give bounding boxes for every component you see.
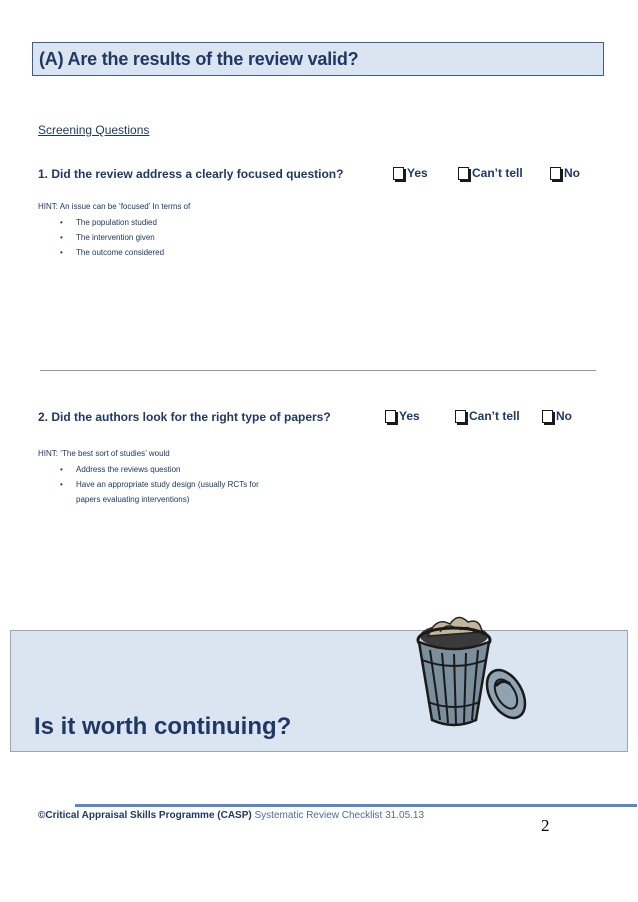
page-number: 2 — [541, 816, 550, 835]
q2-hint-list — [38, 462, 259, 507]
footer-rule — [75, 804, 637, 807]
q2-yes-option[interactable] — [385, 409, 420, 423]
q2-cant-tell-label: Can’t tell — [469, 409, 520, 423]
q2-cant-tell-option[interactable] — [455, 409, 520, 423]
section-header — [32, 42, 604, 76]
footer-org: ©Critical Appraisal Skills Programme (CASP) — [38, 810, 252, 821]
q1-no-label: No — [564, 166, 580, 180]
q2-no-option[interactable] — [542, 409, 572, 423]
q1-no-option[interactable] — [550, 166, 580, 180]
q1-cant-tell-label: Can’t tell — [472, 166, 523, 180]
list-item: • Have an appropriate study design (usually RCTs for — [60, 480, 259, 489]
q2-hint: HINT: ‘The best sort of studies’ would — [38, 449, 170, 458]
footer-doc: Systematic Review Checklist 31.05.13 — [254, 810, 425, 821]
checkbox-icon[interactable] — [393, 167, 404, 180]
list-item: • The intervention given — [60, 233, 155, 242]
footer — [38, 810, 424, 821]
q1-yes-label: Yes — [407, 166, 428, 180]
checkbox-icon[interactable] — [385, 410, 396, 423]
checkbox-icon[interactable] — [550, 167, 561, 180]
question-1-text: 1. Did the review address a clearly focused question? — [38, 167, 344, 181]
checkbox-icon[interactable] — [455, 410, 466, 423]
trash-bin-icon — [410, 602, 530, 732]
q1-hint: HINT: An issue can be ‘focused’ In terms of — [38, 202, 191, 211]
list-item: • Address the reviews question — [60, 465, 181, 474]
screening-questions-label: Screening Questions — [38, 123, 150, 137]
checkbox-icon[interactable] — [542, 410, 553, 423]
section-title: (A) Are the results of the review valid? — [39, 49, 359, 69]
question-2-text: 2. Did the authors look for the right type of papers? — [38, 410, 331, 424]
list-item: • The outcome considered — [60, 248, 165, 257]
q1-yes-option[interactable] — [393, 166, 428, 180]
continue-prompt: Is it worth continuing? — [34, 713, 292, 740]
q1-hint-list — [38, 215, 164, 260]
list-item: papers evaluating interventions) — [76, 495, 190, 504]
q1-cant-tell-option[interactable] — [458, 166, 523, 180]
checkbox-icon[interactable] — [458, 167, 469, 180]
q2-yes-label: Yes — [399, 409, 420, 423]
q2-no-label: No — [556, 409, 572, 423]
list-item: • The population studied — [60, 218, 157, 227]
divider — [40, 370, 596, 371]
